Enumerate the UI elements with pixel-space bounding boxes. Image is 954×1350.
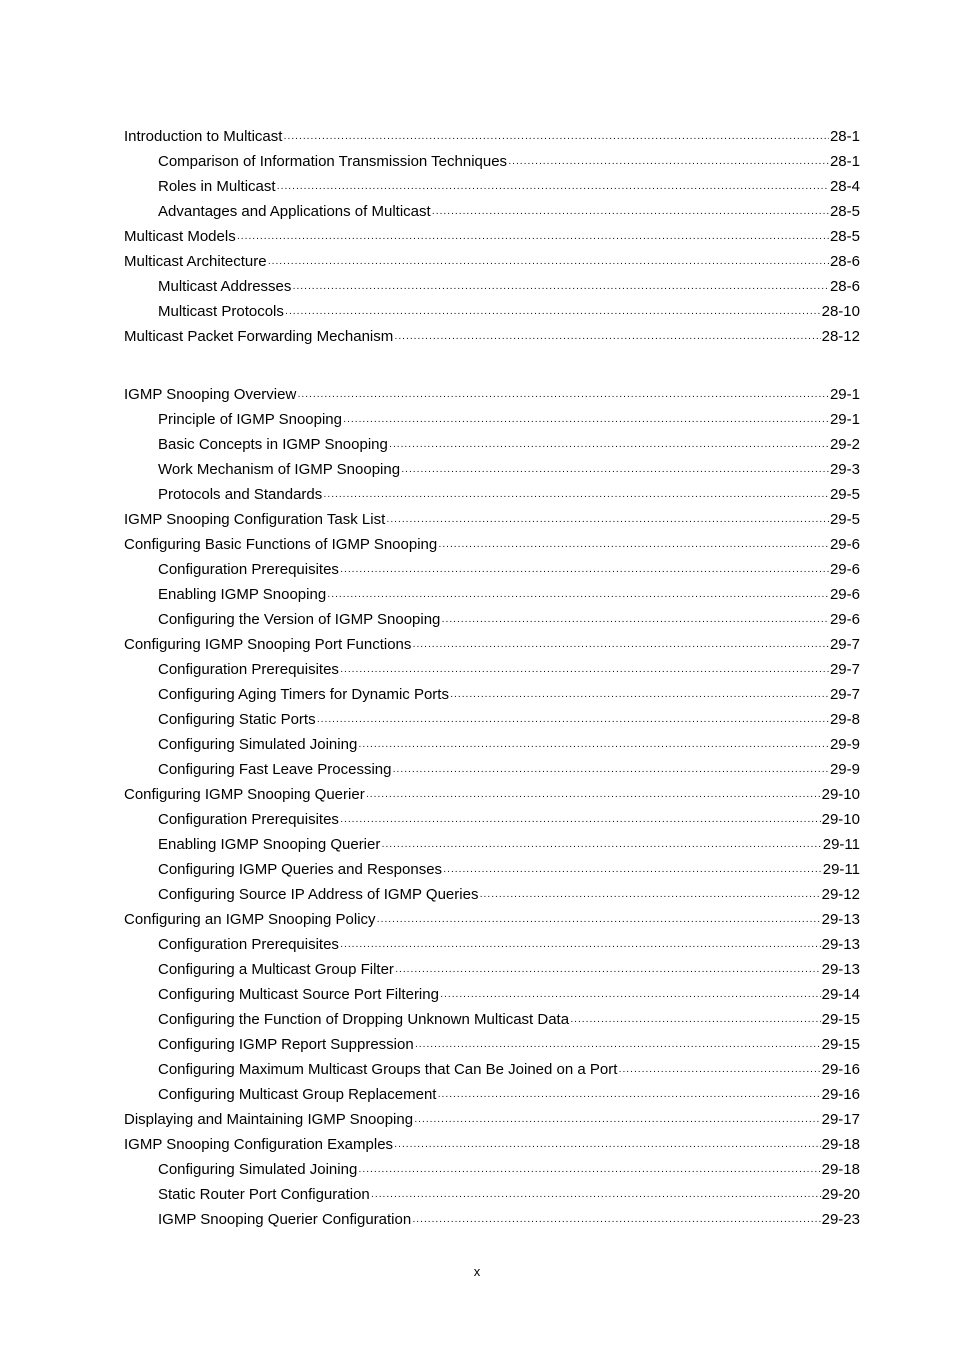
toc-entry[interactable] (124, 1009, 860, 1034)
toc-entry-title: Configuring Aging Timers for Dynamic Ports (158, 686, 449, 703)
dot-leader (358, 1159, 820, 1183)
toc-entry-page-number: 29-8 (829, 711, 860, 728)
toc-entry[interactable] (124, 909, 860, 934)
toc-entry-title: Multicast Models (124, 228, 236, 245)
toc-entry-page-number: 29-23 (821, 1211, 860, 1228)
dot-leader (394, 1134, 821, 1158)
toc-entry[interactable] (124, 301, 860, 326)
toc-entry[interactable] (124, 959, 860, 984)
toc-entry[interactable] (124, 484, 860, 509)
toc-entry-page-number: 29-11 (822, 861, 860, 878)
dot-leader (479, 884, 820, 908)
dot-leader (570, 1009, 821, 1033)
toc-entry[interactable] (124, 509, 860, 534)
toc-entry-title: Configuring Maximum Multicast Groups that Can Be Joined on a Port (158, 1061, 618, 1078)
toc-entry-title: Work Mechanism of IGMP Snooping (158, 461, 401, 478)
toc-entry-page-number: 29-13 (821, 936, 860, 953)
toc-entry-page-number: 29-16 (821, 1061, 860, 1078)
page-number: x (473, 1264, 481, 1279)
toc-entry-page-number: 28-1 (829, 128, 860, 145)
toc-entry-title: Configuring a Multicast Group Filter (158, 961, 394, 978)
toc-entry-title: Configuring Multicast Source Port Filtering (158, 986, 439, 1003)
toc-entry-page-number: 29-16 (821, 1086, 860, 1103)
toc-entry-page-number: 29-18 (821, 1136, 860, 1153)
toc-entry[interactable] (124, 459, 860, 484)
toc-entry-title: Multicast Protocols (158, 303, 284, 320)
toc-section-multicast-overview (124, 126, 860, 351)
toc-entry-title: IGMP Snooping Configuration Task List (124, 511, 386, 528)
toc-entry-page-number: 29-6 (829, 536, 860, 553)
toc-entry-page-number: 29-12 (821, 886, 860, 903)
dot-leader (415, 1034, 821, 1058)
toc-entry-page-number: 29-5 (829, 511, 860, 528)
dot-leader (366, 784, 821, 808)
toc-entry-page-number: 29-10 (821, 786, 860, 803)
toc-entry-page-number: 28-4 (829, 178, 860, 195)
toc-entry[interactable] (124, 1159, 860, 1184)
toc-entry-page-number: 28-12 (821, 328, 860, 345)
toc-entry-title: Configuring Simulated Joining (158, 1161, 358, 1178)
toc-entry-page-number: 29-18 (821, 1161, 860, 1178)
toc-entry-page-number: 29-6 (829, 611, 860, 628)
toc-entry[interactable] (124, 434, 860, 459)
dot-leader (377, 909, 821, 933)
toc-entry-page-number: 28-6 (829, 278, 860, 295)
toc-entry[interactable] (124, 984, 860, 1009)
dot-leader (440, 984, 821, 1008)
toc-entry-title: Configuring Fast Leave Processing (158, 761, 392, 778)
toc-entry-title: Multicast Architecture (124, 253, 267, 270)
dot-leader (340, 809, 821, 833)
toc-entry[interactable] (124, 226, 860, 251)
toc-entry-title: Configuration Prerequisites (158, 561, 339, 578)
dot-leader (317, 709, 829, 733)
dot-leader (237, 226, 829, 250)
dot-leader (508, 151, 829, 175)
dot-leader (285, 301, 821, 325)
toc-entry[interactable] (124, 734, 860, 759)
dot-leader (437, 1084, 820, 1108)
toc-entry[interactable] (124, 784, 860, 809)
toc-entry-page-number: 28-5 (829, 203, 860, 220)
dot-leader (340, 659, 829, 683)
toc-entry-page-number: 29-1 (829, 386, 860, 403)
toc-entry[interactable] (124, 251, 860, 276)
toc-entry-page-number: 29-13 (821, 961, 860, 978)
toc-entry-title: Configuring Static Ports (158, 711, 316, 728)
toc-entry-title: Configuring Basic Functions of IGMP Snooping (124, 536, 438, 553)
toc-entry-title: Introduction to Multicast (124, 128, 283, 145)
toc-entry[interactable] (124, 884, 860, 909)
dot-leader (392, 759, 829, 783)
dot-leader (414, 1109, 821, 1133)
toc-entry[interactable] (124, 1034, 860, 1059)
toc-entry-title: Comparison of Information Transmission Techniques (158, 153, 508, 170)
dot-leader (401, 459, 829, 483)
toc-entry[interactable] (124, 151, 860, 176)
toc-entry[interactable] (124, 1184, 860, 1209)
toc-entry-page-number: 29-20 (821, 1186, 860, 1203)
toc-entry-page-number: 29-10 (821, 811, 860, 828)
toc-entry-title: Multicast Packet Forwarding Mechanism (124, 328, 394, 345)
toc-entry[interactable] (124, 326, 860, 351)
toc-entry[interactable] (124, 809, 860, 834)
dot-leader (292, 276, 829, 300)
dot-leader (381, 834, 821, 858)
dot-leader (389, 434, 829, 458)
toc-entry[interactable] (124, 201, 860, 226)
dot-leader (438, 534, 829, 558)
dot-leader (327, 584, 829, 608)
dot-leader (432, 201, 829, 225)
toc-entry-title: Configuring Simulated Joining (158, 736, 358, 753)
toc-entry[interactable] (124, 759, 860, 784)
toc-entry[interactable] (124, 609, 860, 634)
toc-entry-page-number: 29-1 (829, 411, 860, 428)
toc-entry-title: Configuring IGMP Snooping Port Functions (124, 636, 412, 653)
dot-leader (277, 176, 829, 200)
toc-entry-title: Protocols and Standards (158, 486, 323, 503)
toc-entry-page-number: 29-7 (829, 686, 860, 703)
toc-entry[interactable] (124, 1084, 860, 1109)
dot-leader (386, 509, 829, 533)
toc-entry-title: Configuration Prerequisites (158, 661, 339, 678)
toc-entry-title: Configuring Source IP Address of IGMP Queries (158, 886, 479, 903)
toc-entry-title: Configuring an IGMP Snooping Policy (124, 911, 376, 928)
toc-entry-page-number: 28-6 (829, 253, 860, 270)
toc-entry-page-number: 29-9 (829, 736, 860, 753)
dot-leader (395, 959, 821, 983)
dot-leader (412, 1209, 820, 1233)
toc-entry-page-number: 29-6 (829, 561, 860, 578)
dot-leader (450, 684, 829, 708)
toc-entry[interactable] (124, 709, 860, 734)
toc-entry-page-number: 29-2 (829, 436, 860, 453)
toc-entry-title: Basic Concepts in IGMP Snooping (158, 436, 388, 453)
toc-entry-title: Configuring Multicast Group Replacement (158, 1086, 437, 1103)
dot-leader (323, 484, 829, 508)
toc-entry-page-number: 29-5 (829, 486, 860, 503)
toc-entry[interactable] (124, 659, 860, 684)
toc-entry-page-number: 28-5 (829, 228, 860, 245)
dot-leader (268, 251, 829, 275)
dot-leader (394, 326, 820, 350)
toc-entry-title: IGMP Snooping Querier Configuration (158, 1211, 412, 1228)
toc-entry[interactable] (124, 176, 860, 201)
toc-entry-title: Configuring the Version of IGMP Snooping (158, 611, 441, 628)
toc-section-igmp-snooping (124, 384, 860, 1234)
toc-entry-title: IGMP Snooping Overview (124, 386, 297, 403)
toc-entry[interactable] (124, 126, 860, 151)
toc-entry[interactable] (124, 859, 860, 884)
toc-entry-title: Advantages and Applications of Multicast (158, 203, 431, 220)
toc-entry-title: Configuring IGMP Report Suppression (158, 1036, 414, 1053)
dot-leader (412, 634, 829, 658)
toc-entry[interactable] (124, 834, 860, 859)
toc-entry-title: Static Router Port Configuration (158, 1186, 370, 1203)
dot-leader (343, 409, 829, 433)
dot-leader (340, 559, 829, 583)
toc-entry-title: Configuring IGMP Snooping Querier (124, 786, 365, 803)
toc-entry-title: Configuration Prerequisites (158, 811, 339, 828)
dot-leader (340, 934, 821, 958)
toc-entry-page-number: 29-3 (829, 461, 860, 478)
toc-entry[interactable] (124, 934, 860, 959)
toc-entry-page-number: 29-7 (829, 636, 860, 653)
toc-entry[interactable] (124, 634, 860, 659)
toc-entry-title: IGMP Snooping Configuration Examples (124, 1136, 394, 1153)
toc-entry[interactable] (124, 584, 860, 609)
toc-entry[interactable] (124, 384, 860, 409)
toc-entry-title: Configuring IGMP Queries and Responses (158, 861, 443, 878)
toc-entry-page-number: 29-11 (822, 836, 860, 853)
toc-entry-page-number: 28-10 (821, 303, 860, 320)
toc-entry[interactable] (124, 409, 860, 434)
toc-entry-title: Configuration Prerequisites (158, 936, 339, 953)
toc-entry[interactable] (124, 1209, 860, 1234)
toc-entry-title: Principle of IGMP Snooping (158, 411, 342, 428)
dot-leader (283, 126, 829, 150)
toc-entry-title: Displaying and Maintaining IGMP Snooping (124, 1111, 414, 1128)
toc-entry[interactable] (124, 276, 860, 301)
dot-leader (618, 1059, 820, 1083)
toc-entry[interactable] (124, 1059, 860, 1084)
toc-entry-title: Configuring the Function of Dropping Unknown Multicast Data (158, 1011, 570, 1028)
toc-entry-page-number: 29-7 (829, 661, 860, 678)
toc-entry-title: Roles in Multicast (158, 178, 276, 195)
dot-leader (358, 734, 829, 758)
toc-entry-page-number: 28-1 (829, 153, 860, 170)
toc-entry[interactable] (124, 684, 860, 709)
toc-entry-page-number: 29-9 (829, 761, 860, 778)
dot-leader (371, 1184, 821, 1208)
toc-entry-page-number: 29-17 (821, 1111, 860, 1128)
toc-entry-page-number: 29-15 (821, 1036, 860, 1053)
dot-leader (441, 609, 829, 633)
toc-entry-page-number: 29-13 (821, 911, 860, 928)
toc-entry-title: Enabling IGMP Snooping (158, 586, 327, 603)
toc-entry-title: Enabling IGMP Snooping Querier (158, 836, 381, 853)
toc-entry[interactable] (124, 1109, 860, 1134)
dot-leader (297, 384, 829, 408)
toc-entry-title: Multicast Addresses (158, 278, 292, 295)
toc-entry[interactable] (124, 534, 860, 559)
toc-entry-page-number: 29-14 (821, 986, 860, 1003)
toc-entry-page-number: 29-15 (821, 1011, 860, 1028)
dot-leader (443, 859, 822, 883)
toc-entry[interactable] (124, 1134, 860, 1159)
toc-entry[interactable] (124, 559, 860, 584)
toc-entry-page-number: 29-6 (829, 586, 860, 603)
